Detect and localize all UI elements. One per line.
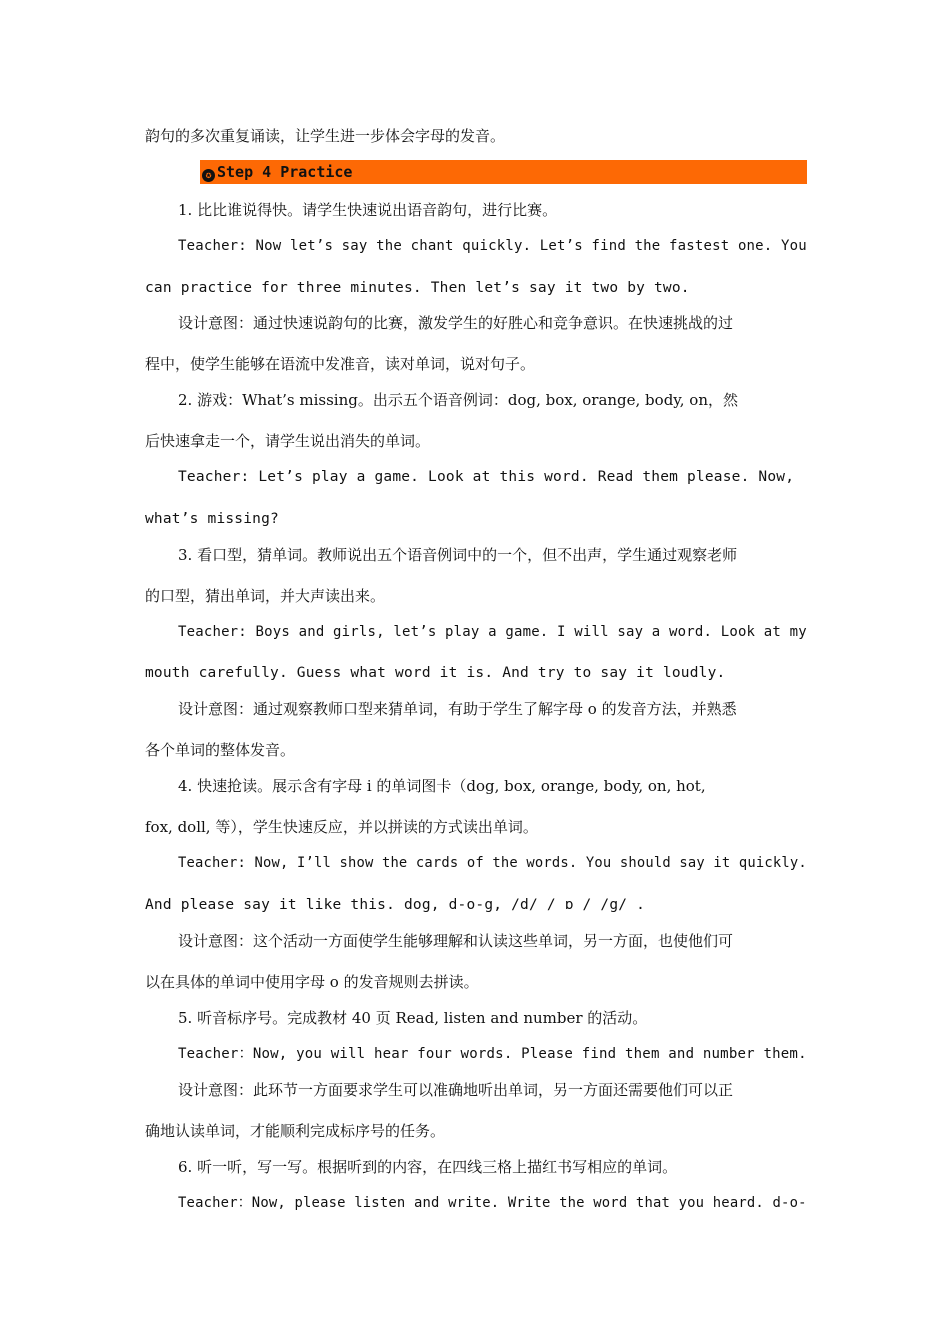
paragraph-line: 韵句的多次重复诵读，让学生进一步体会字母的发音。 [145,127,506,145]
paragraph-line: 5. 听音标序号。完成教材 40 页 Read, listen and number 的活动。 [178,1009,648,1027]
teacher-line: Teacher: Now, I’ll show the cards of the words. You should say it quickly. [178,855,807,871]
teacher-line: Teacher：Now, please listen and write. Write the word that you heard. d-o- [178,1195,807,1211]
design-intent-line: 设计意图：此环节一方面要求学生可以准确地听出单词，另一方面还需要他们可以正 [178,1081,734,1099]
design-intent-line: 设计意图：通过快速说韵句的比赛，激发学生的好胜心和竞争意识。在快速挑战的过 [178,314,734,332]
design-intent-line: 以在具体的单词中使用字母 o 的发音规则去拼读。 [145,973,479,991]
teacher-line: what’s missing? [145,511,279,527]
paragraph-line: 4. 快速抢读。展示含有字母 i 的单词图卡（dog, box, orange, body, on, hot, [178,777,706,795]
teacher-line: can practice for three minutes. Then let’s say it two by two. [145,280,690,296]
teacher-line: Teacher: Boys and girls, let’s play a game. I will say a word. Look at my [178,624,807,640]
teacher-line: And please say it like this. dog, d-o-g, /d/ / ɒ / /g/ . [145,897,646,913]
paragraph-line: 后快速拿走一个，请学生说出消失的单词。 [145,432,431,450]
design-intent-line: 程中，使学生能够在语流中发准音，读对单词，说对句子。 [145,355,536,373]
teacher-line: Teacher: Let’s play a game. Look at this word. Read them please. Now, [178,469,795,485]
paragraph-line: 1. 比比谁说得快。请学生快速说出语音韵句，进行比赛。 [178,201,558,219]
paragraph-line: 6. 听一听，写一写。根据听到的内容，在四线三格上描红书写相应的单词。 [178,1158,678,1176]
design-intent-line: 确地认读单词，才能顺利完成标序号的任务。 [145,1122,446,1140]
step-heading-label: Step 4 Practice [217,163,353,181]
teacher-line: Teacher：Now, you will hear four words. Please find them and number them. [178,1046,807,1062]
step-heading [202,162,352,182]
teacher-line: mouth carefully. Guess what word it is. And try to say it loudly. [145,665,726,681]
design-intent-line: 设计意图：这个活动一方面使学生能够理解和认读这些单词，另一方面，也使他们可 [178,932,734,950]
paragraph-line: 2. 游戏：What’s missing。出示五个语音例词：dog, box, orange, body, on，然 [178,391,739,409]
paragraph-line: 的口型，猜出单词，并大声读出来。 [145,587,386,605]
teacher-line: Teacher: Now let’s say the chant quickly. Let’s find the fastest one. You [178,238,807,254]
star-bullet-icon: ✪ [202,169,215,182]
design-intent-line: 各个单词的整体发音。 [145,741,296,759]
paragraph-line: fox, doll, 等），学生快速反应，并以拼读的方式读出单词。 [145,818,538,836]
design-intent-line: 设计意图：通过观察教师口型来猜单词，有助于学生了解字母 o 的发音方法，并熟悉 [178,700,737,718]
paragraph-line: 3. 看口型，猜单词。教师说出五个语音例词中的一个，但不出声，学生通过观察老师 [178,546,738,564]
